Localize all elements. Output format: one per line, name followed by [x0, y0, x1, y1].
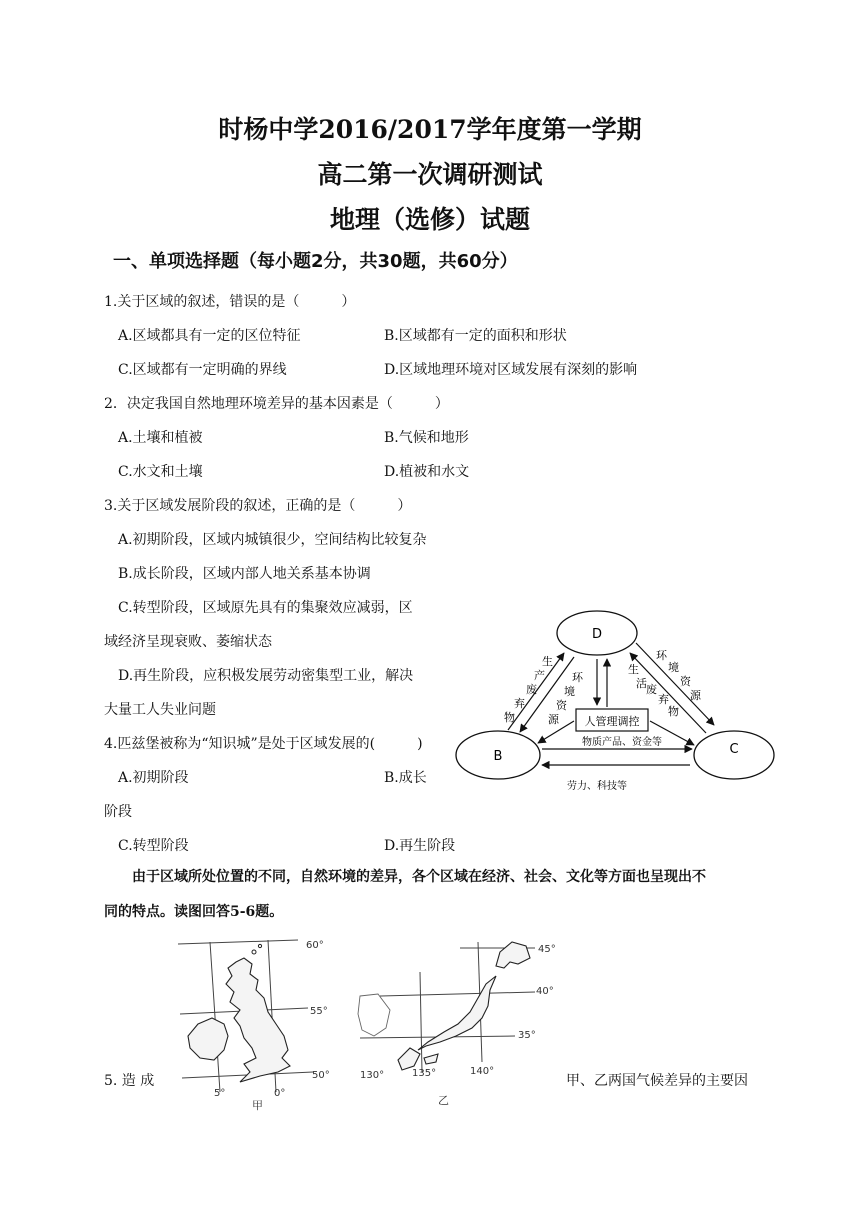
map-yi-lat40: 40° — [536, 986, 554, 997]
isle-dot-1 — [252, 950, 256, 954]
map-yi-lat45: 45° — [538, 944, 556, 955]
japan-outline — [398, 942, 530, 1070]
map-yi-lon130: 130° — [360, 1070, 385, 1081]
left-outer-label-5: 物 — [504, 711, 515, 724]
bottom-low-label: 劳力、科技等 — [567, 781, 627, 792]
q2-option-c: C.水文和土壤 — [118, 464, 203, 480]
map-yi-lon140: 140° — [470, 1066, 495, 1077]
map-jia-lat60: 60° — [306, 940, 324, 951]
korea-outline — [358, 994, 390, 1036]
q1-stem: 1.关于区域的叙述，错误的是（ ） — [104, 294, 356, 310]
bottom-top-label: 物质产品、资金等 — [582, 737, 662, 748]
left-inner-label-2: 境 — [564, 685, 575, 698]
map-jia-lat50: 50° — [312, 1070, 330, 1081]
node-b-label: B — [493, 749, 503, 764]
q4-option-b-line1: B.成长 — [384, 770, 427, 786]
q3-stem: 3.关于区域发展阶段的叙述，正确的是（ ） — [104, 498, 412, 514]
node-c-label: C — [729, 742, 739, 757]
q3-option-a: A.初期阶段，区域内城镇很少，空间结构比较复杂 — [118, 532, 427, 548]
center-box-label: 人管理调控 — [584, 715, 640, 728]
right-inner-label-1: 生 — [628, 663, 639, 676]
q1-option-b: B.区域都有一定的面积和形状 — [384, 328, 567, 344]
map-jia-lon5: 5° — [214, 1088, 226, 1099]
reading-intro-line2: 同的特点。读图回答5-6题。 — [104, 904, 284, 920]
map-yi-lat35: 35° — [518, 1030, 536, 1041]
left-inner-label-1: 环 — [572, 671, 583, 684]
map-jia-lat55: 55° — [310, 1006, 328, 1017]
left-inner-label-3: 资 — [556, 699, 567, 712]
q3-option-d-line1: D.再生阶段，应积极发展劳动密集型工业，解决 — [118, 668, 414, 684]
left-outer-label-4: 弃 — [514, 697, 525, 710]
section-heading: 一、单项选择题（每小题2分，共30题，共60分） — [113, 251, 518, 272]
q4-option-c: C.转型阶段 — [118, 838, 189, 854]
q4-option-a: A.初期阶段 — [118, 770, 189, 786]
right-outer-label-1: 环 — [656, 649, 667, 662]
right-inner-label-5: 物 — [668, 705, 679, 718]
right-outer-label-3: 资 — [680, 675, 691, 688]
right-inner-label-3: 废 — [646, 683, 657, 696]
map-yi — [340, 932, 560, 1112]
school-term-title: 时杨中学2016/2017学年度第一学期 — [218, 115, 642, 144]
q2-option-b: B.气候和地形 — [384, 430, 469, 446]
q3-option-c-line2: 域经济呈现衰败、萎缩状态 — [104, 634, 272, 650]
q5-stem-lead: 5. 造 成 — [104, 1073, 155, 1089]
q2-stem: 2．决定我国自然地理环境差异的基本因素是（ ） — [104, 396, 449, 412]
region-relationship-diagram — [450, 605, 780, 805]
map-yi-caption: 乙 — [438, 1094, 449, 1107]
right-inner-label-2: 活 — [636, 677, 647, 690]
q1-option-c: C.区域都有一定明确的界线 — [118, 362, 287, 378]
q4-stem: 4.匹兹堡被称为“知识城”是处于区域发展的( ) — [104, 736, 423, 752]
isle-dot-2 — [258, 944, 261, 947]
left-inner-label-4: 源 — [548, 713, 559, 726]
right-outer-label-2: 境 — [668, 661, 679, 674]
q4-option-d: D.再生阶段 — [384, 838, 456, 854]
map-yi-lon135: 135° — [412, 1068, 437, 1079]
left-outer-label-1: 生 — [542, 655, 553, 668]
map-jia-caption: 甲 — [252, 1099, 263, 1112]
q3-option-d-line2: 大量工人失业问题 — [104, 702, 216, 718]
map-jia — [168, 932, 348, 1112]
ireland-outline — [188, 1018, 228, 1060]
left-outer-label-2: 产 — [534, 669, 545, 682]
q2-option-a: A.土壤和植被 — [118, 430, 203, 446]
exam-title: 高二第一次调研测试 — [317, 160, 543, 189]
q1-option-a: A.区域都具有一定的区位特征 — [118, 328, 301, 344]
left-outer-label-3: 废 — [526, 683, 537, 696]
node-d-label: D — [591, 627, 603, 642]
q5-stem-tail: 甲、乙两国气候差异的主要因 — [566, 1073, 748, 1089]
great-britain-outline — [226, 958, 290, 1082]
right-inner-label-4: 弃 — [658, 693, 669, 706]
reading-intro-line1: 由于区域所处位置的不同，自然环境的差异，各个区域在经济、社会、文化等方面也呈现出不 — [132, 869, 706, 885]
right-outer-label-4: 源 — [690, 689, 701, 702]
q1-option-d: D.区域地理环境对区域发展有深刻的影响 — [384, 362, 638, 378]
q3-option-c-line1: C.转型阶段，区域原先具有的集聚效应减弱，区 — [118, 600, 413, 616]
q4-option-b-line2: 阶段 — [104, 804, 132, 820]
q2-option-d: D.植被和水文 — [384, 464, 470, 480]
q3-option-b: B.成长阶段，区域内部人地关系基本协调 — [118, 566, 371, 582]
map-jia-lon0: 0° — [274, 1088, 286, 1099]
subject-title: 地理（选修）试题 — [329, 205, 530, 234]
